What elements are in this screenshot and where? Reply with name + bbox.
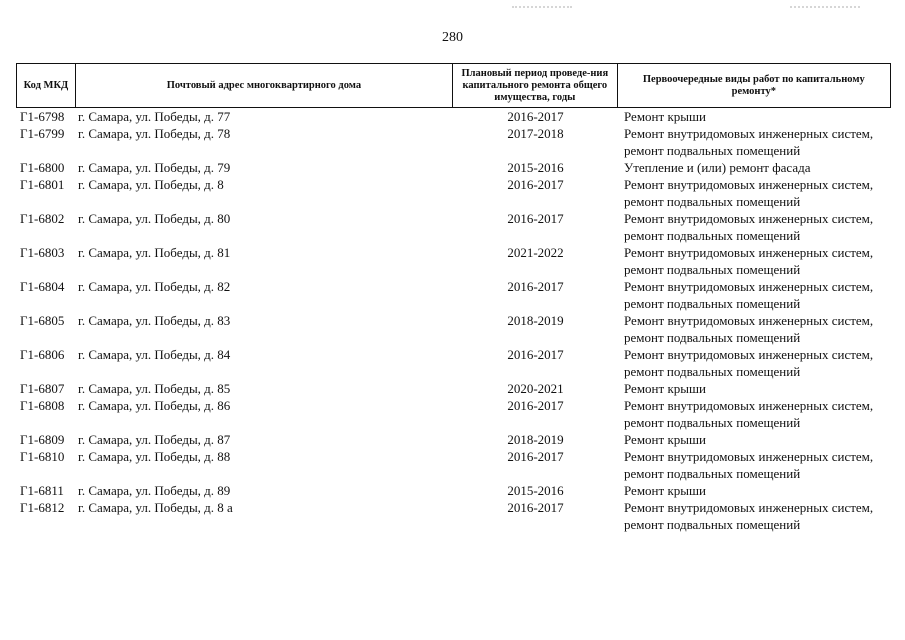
cell-works: Утепление и (или) ремонт фасада	[624, 160, 811, 175]
cell-code: Г1-6800	[20, 160, 65, 175]
cell-address: г. Самара, ул. Победы, д. 81	[78, 245, 231, 260]
cell-period: 2016-2017	[507, 109, 564, 124]
table-row	[16, 397, 891, 431]
cell-works: Ремонт крыши	[624, 432, 706, 447]
cell-works: Ремонт внутридомовых инженерных систем, ремонт подвальных помещений	[624, 245, 874, 277]
cell-period: 2016-2017	[507, 347, 564, 362]
header-works: Первоочередные виды работ по капитальному ремонту*	[642, 73, 865, 97]
cell-code: Г1-6807	[20, 381, 65, 396]
page-number: 280	[442, 30, 463, 45]
cell-code: Г1-6803	[20, 245, 65, 260]
cell-code: Г1-6799	[20, 126, 65, 141]
cell-address: г. Самара, ул. Победы, д. 82	[78, 279, 231, 294]
cell-code: Г1-6808	[20, 398, 65, 413]
cell-address: г. Самара, ул. Победы, д. 83	[78, 313, 231, 328]
cell-address: г. Самара, ул. Победы, д. 88	[78, 449, 231, 464]
cell-period: 2015-2016	[507, 483, 564, 498]
cell-works: Ремонт внутридомовых инженерных систем, ремонт подвальных помещений	[624, 449, 874, 481]
cell-period: 2018-2019	[507, 432, 564, 447]
cell-period: 2016-2017	[507, 500, 564, 515]
cell-period: 2018-2019	[507, 313, 564, 328]
cell-period: 2016-2017	[507, 449, 564, 464]
cell-works: Ремонт внутридомовых инженерных систем, ремонт подвальных помещений	[624, 279, 874, 311]
table-row	[16, 312, 891, 346]
cell-works: Ремонт внутридомовых инженерных систем, ремонт подвальных помещений	[624, 500, 874, 532]
cell-code: Г1-6806	[20, 347, 65, 362]
scan-artifact-left	[512, 6, 572, 12]
cell-works: Ремонт внутридомовых инженерных систем, ремонт подвальных помещений	[624, 211, 874, 243]
table-row	[16, 159, 891, 176]
cell-works: Ремонт внутридомовых инженерных систем, ремонт подвальных помещений	[624, 398, 874, 430]
table-row	[16, 431, 891, 448]
table-header	[16, 63, 891, 108]
cell-period: 2016-2017	[507, 398, 564, 413]
header-code: Код МКД	[17, 64, 76, 107]
cell-code: Г1-6812	[20, 500, 65, 515]
cell-address: г. Самара, ул. Победы, д. 79	[78, 160, 231, 175]
header-address: Почтовый адрес многоквартирного дома	[76, 64, 453, 107]
table-row	[16, 278, 891, 312]
cell-address: г. Самара, ул. Победы, д. 84	[78, 347, 231, 362]
cell-period: 2015-2016	[507, 160, 564, 175]
cell-works: Ремонт крыши	[624, 109, 706, 124]
cell-works: Ремонт крыши	[624, 381, 706, 396]
table-row	[16, 499, 891, 533]
cell-address: г. Самара, ул. Победы, д. 8	[78, 177, 224, 192]
cell-code: Г1-6811	[20, 483, 64, 498]
table-row	[16, 108, 891, 125]
cell-address: г. Самара, ул. Победы, д. 85	[78, 381, 231, 396]
scan-artifact-right	[790, 6, 860, 12]
cell-address: г. Самара, ул. Победы, д. 86	[78, 398, 231, 413]
cell-code: Г1-6798	[20, 109, 65, 124]
cell-period: 2017-2018	[507, 126, 564, 141]
table-row	[16, 176, 891, 210]
table-row	[16, 346, 891, 380]
cell-works: Ремонт внутридомовых инженерных систем, ремонт подвальных помещений	[624, 313, 874, 345]
cell-address: г. Самара, ул. Победы, д. 78	[78, 126, 231, 141]
cell-address: г. Самара, ул. Победы, д. 8 а	[78, 500, 233, 515]
table-row	[16, 125, 891, 159]
cell-period: 2016-2017	[507, 211, 564, 226]
cell-period: 2016-2017	[507, 177, 564, 192]
cell-code: Г1-6805	[20, 313, 65, 328]
cell-code: Г1-6804	[20, 279, 65, 294]
cell-code: Г1-6809	[20, 432, 65, 447]
table-row	[16, 210, 891, 244]
header-period: Плановый период проведе-ния капитального ремонта общего имущества, годы	[453, 64, 618, 107]
table-row	[16, 244, 891, 278]
cell-period: 2021-2022	[507, 245, 564, 260]
table-row	[16, 448, 891, 482]
cell-works: Ремонт крыши	[624, 483, 706, 498]
cell-code: Г1-6802	[20, 211, 65, 226]
table-row	[16, 380, 891, 397]
cell-address: г. Самара, ул. Победы, д. 77	[78, 109, 231, 124]
cell-address: г. Самара, ул. Победы, д. 89	[78, 483, 231, 498]
cell-code: Г1-6801	[20, 177, 65, 192]
cell-works: Ремонт внутридомовых инженерных систем, ремонт подвальных помещений	[624, 347, 874, 379]
cell-works: Ремонт внутридомовых инженерных систем, ремонт подвальных помещений	[624, 177, 874, 209]
cell-works: Ремонт внутридомовых инженерных систем, ремонт подвальных помещений	[624, 126, 874, 158]
table-body	[16, 108, 891, 533]
cell-address: г. Самара, ул. Победы, д. 80	[78, 211, 231, 226]
table-row	[16, 482, 891, 499]
cell-code: Г1-6810	[20, 449, 65, 464]
cell-period: 2016-2017	[507, 279, 564, 294]
cell-period: 2020-2021	[507, 381, 564, 396]
cell-address: г. Самара, ул. Победы, д. 87	[78, 432, 231, 447]
